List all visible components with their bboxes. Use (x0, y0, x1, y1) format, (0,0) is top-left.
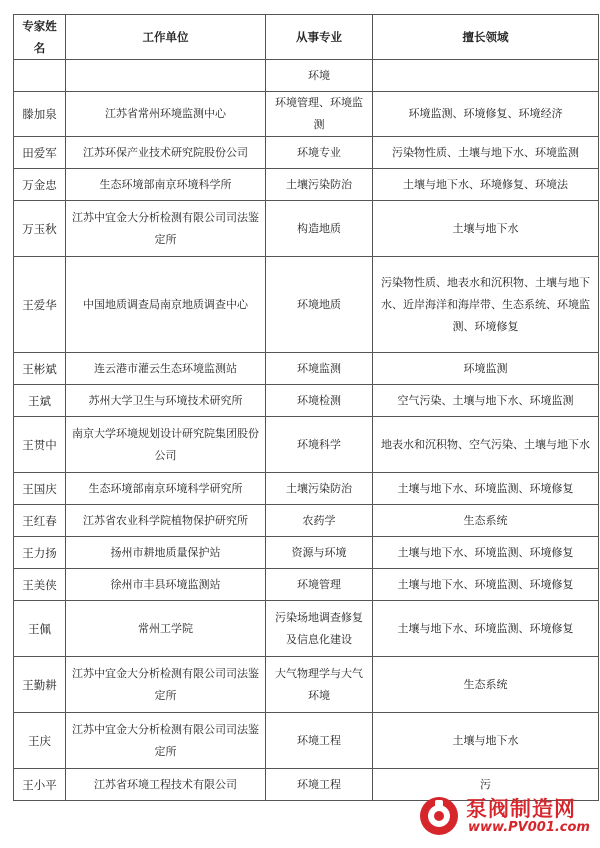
cell-major: 土壤污染防治 (266, 169, 373, 201)
cell-major: 环境地质 (266, 257, 373, 353)
table-row (14, 201, 599, 257)
table-row (14, 417, 599, 473)
cell-major: 环境管理 (266, 569, 373, 601)
table-row (14, 137, 599, 169)
cell-name: 王美侠 (14, 569, 66, 601)
cell-field: 污染物性质、土壤与地下水、环境监测 (373, 137, 599, 169)
cell-name: 王红春 (14, 505, 66, 537)
cell-name: 滕加泉 (14, 92, 66, 137)
cell-major: 农药学 (266, 505, 373, 537)
table-row (14, 601, 599, 657)
header-major: 从事专业 (266, 15, 373, 60)
watermark-brand: 泵阀制造网 (466, 797, 576, 821)
table-row (14, 385, 599, 417)
cell-field: 生态系统 (373, 505, 599, 537)
cell-unit: 生态环境部南京环境科学所 (66, 169, 266, 201)
table-row (14, 60, 599, 92)
watermark-url: www.PV001.com (468, 820, 590, 835)
cell-unit: 江苏环保产业技术研究院股份公司 (66, 137, 266, 169)
cell-field: 环境监测、环境修复、环境经济 (373, 92, 599, 137)
cell-name: 王佩 (14, 601, 66, 657)
cell-name: 万金忠 (14, 169, 66, 201)
cell-major: 环境工程 (266, 769, 373, 801)
table-row (14, 169, 599, 201)
cell-major: 土壤污染防治 (266, 473, 373, 505)
cell-name: 王爱华 (14, 257, 66, 353)
cell-unit: 江苏省常州环境监测中心 (66, 92, 266, 137)
cell-unit: 江苏中宜金大分析检测有限公司司法鉴定所 (66, 201, 266, 257)
cell-unit: 苏州大学卫生与环境技术研究所 (66, 385, 266, 417)
header-field: 擅长领域 (373, 15, 599, 60)
table-row (14, 569, 599, 601)
table-row (14, 505, 599, 537)
cell-major: 环境监测 (266, 353, 373, 385)
cell-name: 王勤耕 (14, 657, 66, 713)
header-unit: 工作单位 (66, 15, 266, 60)
cell-major: 构造地质 (266, 201, 373, 257)
cell-name (14, 60, 66, 92)
table-row (14, 353, 599, 385)
cell-field: 土壤与地下水 (373, 713, 599, 769)
cell-unit: 扬州市耕地质量保护站 (66, 537, 266, 569)
cell-field: 环境监测 (373, 353, 599, 385)
cell-major: 资源与环境 (266, 537, 373, 569)
cell-unit: 江苏中宜金大分析检测有限公司司法鉴定所 (66, 657, 266, 713)
header-row (14, 15, 599, 60)
cell-field: 土壤与地下水、环境监测、环境修复 (373, 537, 599, 569)
cell-field: 土壤与地下水、环境监测、环境修复 (373, 569, 599, 601)
cell-unit: 徐州市丰县环境监测站 (66, 569, 266, 601)
cell-name: 王彬斌 (14, 353, 66, 385)
header-name: 专家姓名 (14, 15, 66, 60)
cell-name: 王贯中 (14, 417, 66, 473)
cell-unit: 中国地质调查局南京地质调查中心 (66, 257, 266, 353)
cell-field: 土壤与地下水 (373, 201, 599, 257)
cell-field: 生态系统 (373, 657, 599, 713)
cell-unit: 常州工学院 (66, 601, 266, 657)
cell-unit: 江苏省环境工程技术有限公司 (66, 769, 266, 801)
cell-unit: 连云港市灌云生态环境监测站 (66, 353, 266, 385)
table-row (14, 473, 599, 505)
table-row (14, 713, 599, 769)
cell-name: 万玉秋 (14, 201, 66, 257)
cell-unit: 江苏中宜金大分析检测有限公司司法鉴定所 (66, 713, 266, 769)
table-row (14, 92, 599, 137)
cell-field: 污 (373, 769, 599, 801)
cell-major: 环境工程 (266, 713, 373, 769)
cell-name: 王斌 (14, 385, 66, 417)
cell-field: 污染物性质、地表水和沉积物、土壤与地下水、近岸海洋和海岸带、生态系统、环境监测、环境修复 (373, 257, 599, 353)
cell-unit: 南京大学环境规划设计研究院集团股份公司 (66, 417, 266, 473)
cell-major: 环境管理、环境监测 (266, 92, 373, 137)
table-row (14, 537, 599, 569)
cell-field (373, 60, 599, 92)
cell-major: 环境科学 (266, 417, 373, 473)
expert-table (13, 14, 599, 801)
valve-logo-icon (418, 795, 460, 837)
cell-field: 土壤与地下水、环境监测、环境修复 (373, 473, 599, 505)
cell-unit: 江苏省农业科学院植物保护研究所 (66, 505, 266, 537)
cell-name: 王国庆 (14, 473, 66, 505)
cell-major: 环境 (266, 60, 373, 92)
cell-major: 环境专业 (266, 137, 373, 169)
cell-field: 空气污染、土壤与地下水、环境监测 (373, 385, 599, 417)
cell-unit (66, 60, 266, 92)
table-row (14, 657, 599, 713)
watermark-logo (418, 793, 598, 845)
cell-field: 土壤与地下水、环境修复、环境法 (373, 169, 599, 201)
cell-major: 大气物理学与大气环境 (266, 657, 373, 713)
cell-name: 田爱军 (14, 137, 66, 169)
cell-name: 王力扬 (14, 537, 66, 569)
table-row (14, 257, 599, 353)
cell-major: 污染场地调查修复及信息化建设 (266, 601, 373, 657)
cell-name: 王庆 (14, 713, 66, 769)
cell-unit: 生态环境部南京环境科学研究所 (66, 473, 266, 505)
cell-major: 环境检测 (266, 385, 373, 417)
cell-name: 王小平 (14, 769, 66, 801)
cell-field: 地表水和沉积物、空气污染、土壤与地下水 (373, 417, 599, 473)
cell-field: 土壤与地下水、环境监测、环境修复 (373, 601, 599, 657)
